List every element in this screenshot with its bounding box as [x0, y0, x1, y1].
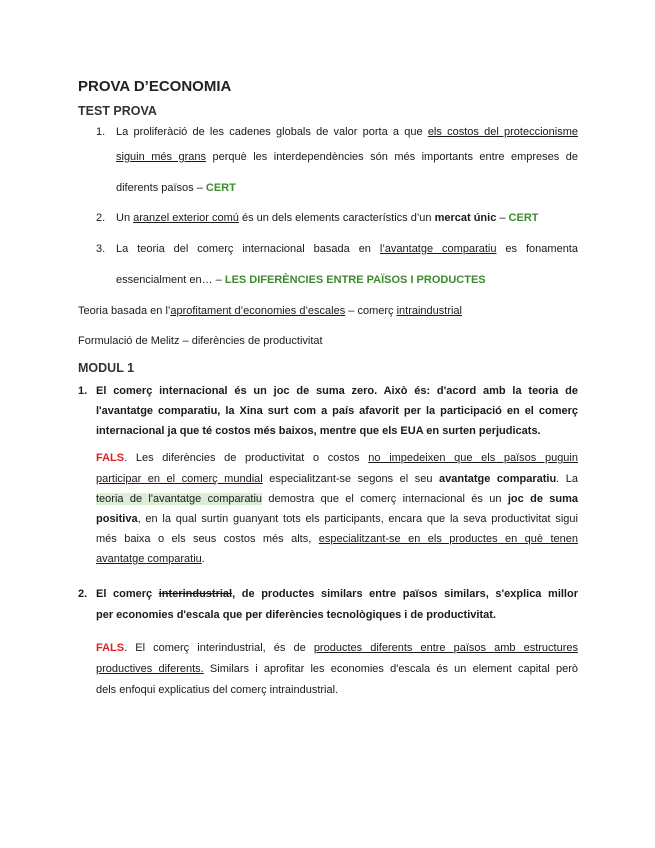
test-item-1-line-1: La proliferàció de les cadenes globals de valor porta a que els costos del proteccionisme [116, 126, 578, 138]
question-2-line-1: El comerç interindustrial, de productes similars entre països similars, s'explica millor [96, 588, 578, 600]
test-item-1-number: 1. [96, 126, 106, 138]
question-1-line-2: l'avantatge comparatiu, la Xina surt com a país afavorit per la participació en el comerç [96, 405, 578, 417]
test-item-3-line-1: La teoria del comerç internacional basada en l’avantatge comparatiu es fonamenta [116, 243, 578, 255]
test-heading: TEST PROVA [78, 104, 157, 118]
answer-cert: CERT [508, 212, 539, 224]
page-title: PROVA D’ECONOMIA [78, 78, 232, 95]
note-line-1: Teoria basada en l’aprofitament d’economies d’escales – comerç intraindustrial [78, 305, 462, 317]
answer-cert: CERT [205, 182, 236, 194]
struck-text: interindustrial [158, 588, 233, 600]
question-1-line-1: El comerç internacional és un joc de suma zero. Això és: d'acord amb la teoria de [96, 385, 578, 397]
question-2-line-2: per economies d'escala que per diferències tecnològiques i de productivitat. [96, 609, 496, 621]
answer-1-line-5: més baixa o els seus costos més alts, especialitzant-se en els productes en què tenen [96, 533, 578, 545]
note-line-2: Formulació de Melitz – diferències de productivitat [78, 335, 323, 347]
test-item-3-line-2: essencialment en… – LES DIFERÈNCIES ENTRE PAÏSOS I PRODUCTES [116, 274, 486, 286]
answer-1-line-3: teoria de l'avantatge comparatiu demostra que el comerç internacional és un joc de suma [96, 493, 579, 505]
question-1-number: 1. [78, 385, 88, 397]
answer-1-line-6: avantatge comparatiu. [96, 553, 205, 565]
fals-label: FALS [96, 642, 125, 654]
test-item-3-number: 3. [96, 243, 106, 255]
answer-text: LES DIFERÈNCIES ENTRE PAÏSOS I PRODUCTES [224, 274, 486, 286]
modul-heading: MODUL 1 [78, 361, 135, 375]
answer-2-line-2: productives diferents. Similars i aprofitar les economies d'escala és un element capital però [96, 663, 578, 675]
test-item-1-line-2: siguin més grans perquè les interdependències són més importants entre empreses de [116, 151, 578, 163]
test-item-2-number: 2. [96, 212, 106, 224]
question-1-line-3: internacional ja que té costos més baixos, mentre que els EUA en surten perjudicats. [96, 425, 541, 437]
answer-2-line-1: FALS. El comerç interindustrial, és de productes diferents entre països amb estructures [96, 642, 578, 654]
question-2-number: 2. [78, 588, 88, 600]
answer-1-line-1: FALS. Les diferències de productivitat o costos no impedeixen que els països puguin [96, 452, 578, 464]
fals-label: FALS [96, 452, 125, 464]
answer-2-line-3: dels enfoqui explicatius del comerç intraindustrial. [96, 684, 339, 696]
highlighted-text: teoria de l'avantatge comparatiu [96, 493, 263, 505]
test-item-2-line: Un aranzel exterior comú és un dels elements característics d’un mercat únic – CERT [116, 212, 539, 224]
test-item-1-line-3: diferents països – CERT [116, 182, 236, 194]
answer-1-line-4: positiva, en la qual surtin guanyant tots els participants, encara que la seva productivitat sigui [96, 513, 578, 525]
answer-1-line-2: participar en el comerç mundial especialitzant-se segons el seu avantatge comparatiu. La [96, 473, 578, 485]
